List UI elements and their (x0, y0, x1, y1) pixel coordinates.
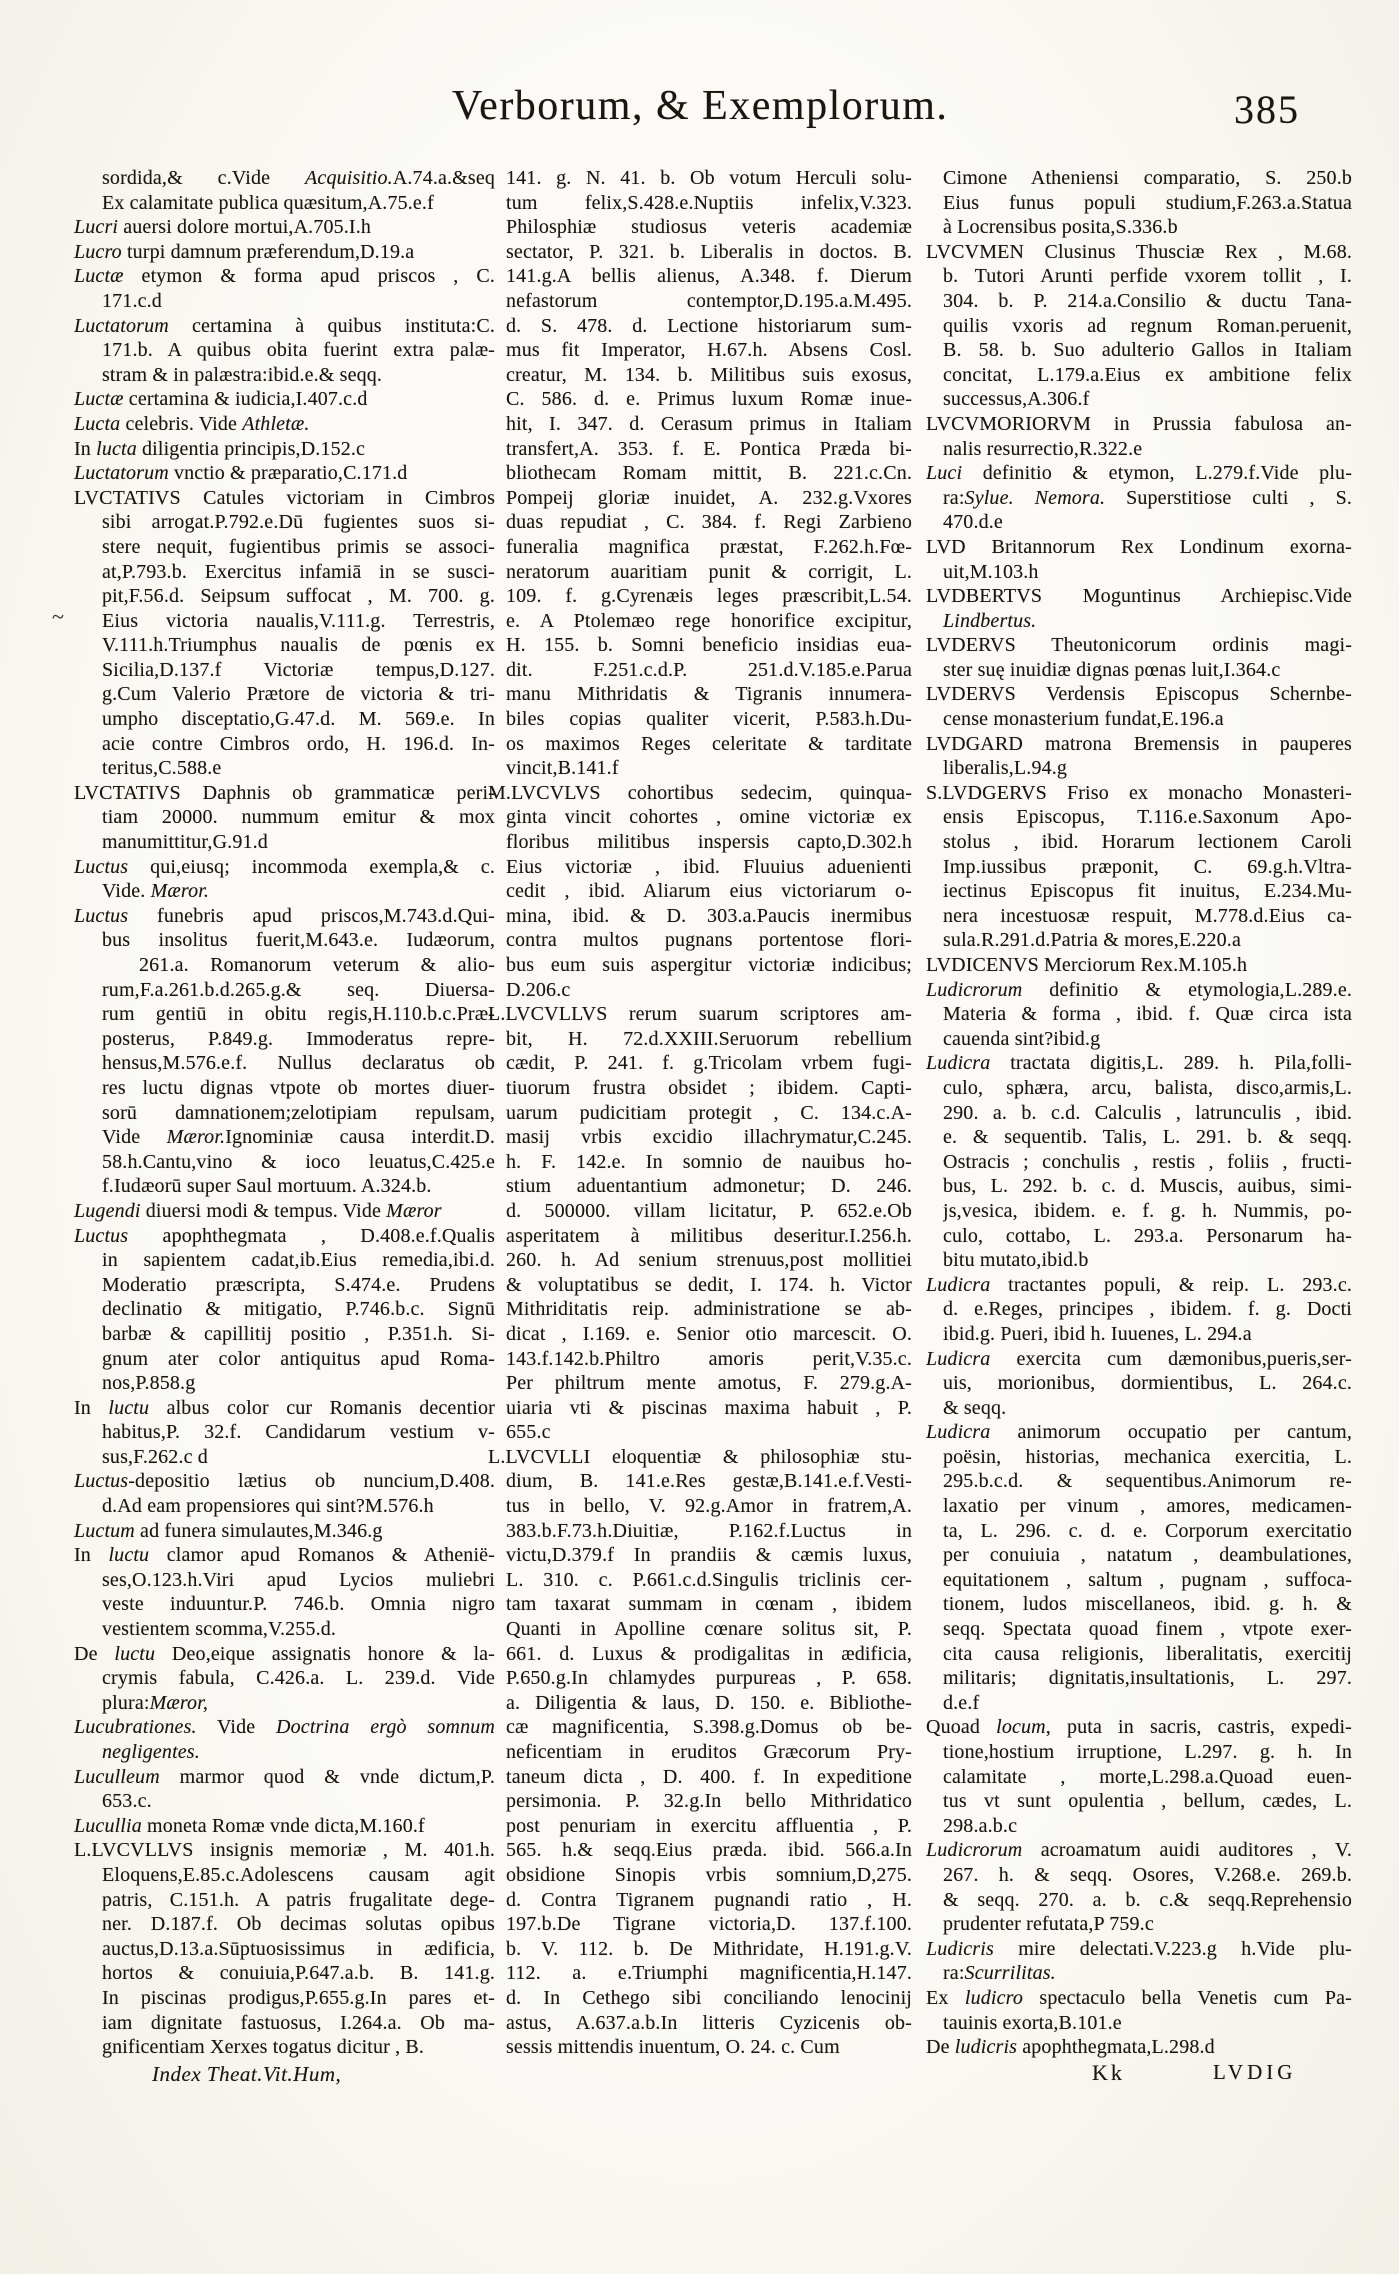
index-line: laxatio per vinum , amores, medicamen- (943, 1495, 1352, 1518)
index-line: post penuriam in exercitu affluentia , P. (506, 1814, 912, 1837)
index-line: 290. a. b. c.d. Calculis , latrunculis , ibid. (943, 1101, 1352, 1124)
index-line: Cimone Atheniensi comparatio, S. 250.b (943, 167, 1352, 189)
index-line: L.LVCVLLVS insignis memoriæ , M. 401.h. (74, 1839, 495, 1862)
index-line: victu,D.379.f In prandiis & cæmis luxus, (506, 1544, 912, 1567)
index-line: 171.b. A quibus obita fuerint extra palæ- (102, 339, 495, 362)
index-column-3 (926, 166, 1352, 2060)
index-line: rum,F.a.261.b.d.265.g.& seq. Diuersa- (102, 978, 495, 1001)
index-line: masij vrbis excidio illachrymatur,C.245. (506, 1126, 912, 1149)
index-line: sus,F.262.c d (102, 1445, 208, 1468)
index-line: astus, A.637.a.b.In litteris Cyzicenis ob- (506, 2011, 912, 2034)
index-line: D.206.c (506, 978, 571, 1001)
index-line: 141.g.A bellis alienus, A.348. f. Dierum (506, 265, 912, 288)
index-line: Luctatorum vnctio & præparatio,C.171.d (74, 462, 408, 485)
index-line: sordida,& c.Vide Acquisitio.A.74.a.&seq (102, 167, 495, 189)
index-line: bliothecam Romam mittit, B. 221.c.Cn. (506, 462, 912, 485)
index-line: cedit , ibid. Aliarum eius victoriarum o- (506, 880, 912, 903)
index-line: tus in bello, V. 92.g.Amor in fratrem,A. (506, 1495, 912, 1518)
index-line: d. Contra Tigranem pugnandi ratio , H. (506, 1888, 912, 1911)
index-line: barbæ & capillitij positio , P.351.h. Si- (102, 1322, 495, 1345)
quire-mark: Kk (1092, 2060, 1125, 2085)
index-line: os maximos Reges celeritate & tarditate (506, 732, 912, 755)
index-line: tionem, ludos miscellaneos, ibid. g. h. & (943, 1593, 1352, 1616)
index-line: dium, B. 141.e.Res gestæ,B.141.e.f.Vesti- (506, 1470, 912, 1493)
index-line: stolus , ibid. Horarum lectionem Caroli (943, 831, 1352, 854)
index-line: ensis Episcopus, T.116.e.Saxonum Apo- (943, 806, 1352, 829)
index-line: à Locrensibus posita,S.336.b (943, 216, 1178, 239)
index-line: LVD Britannorum Rex Londinum exorna- (926, 535, 1352, 558)
volume-signature: Index Theat.Vit.Hum, (152, 2062, 342, 2086)
index-line: auctus,D.13.a.Sūptuosissimus in ædificia, (102, 1937, 495, 1960)
index-line: vestientem scomma,V.255.d. (102, 1618, 337, 1641)
index-line: Eloquens,E.85.c.Adolescens causam agit (102, 1863, 495, 1886)
index-line: militaris; dignitatis,insultationis, L. 297. (943, 1667, 1352, 1690)
index-line: hit, I. 347. d. Cerasum primus in Italiam (506, 412, 912, 435)
index-line: sectator, P. 321. b. Liberalis in doctos. B. (506, 240, 912, 263)
index-line: LVDERVS Theutonicorum ordinis magi- (926, 634, 1352, 657)
index-line: ibid.g. Pueri, ibid h. Iuuenes, L. 294.a (943, 1322, 1252, 1345)
index-line: cita causa religionis, liberalitatis, exercitij (943, 1642, 1352, 1665)
index-line: ra:Sylue. Nemora. Superstitiose culti , S. (943, 486, 1352, 509)
index-line: cædit, P. 241. f. g.Tricolam vrbem fugi- (506, 1052, 912, 1075)
index-line: plura:Mæror, (102, 1691, 209, 1714)
index-line: creatur, M. 134. b. Militibus suis exosus, (506, 363, 912, 386)
index-line: Luctatorum certamina à quibus instituta:C. (74, 314, 495, 337)
index-line: ses,O.123.h.Viri apud Lycios muliebri (102, 1568, 495, 1591)
index-line: stium aduentantium admonetur; D. 246. (506, 1175, 912, 1198)
index-line: bus insolitus fuerit,M.643.e. Iudæorum, (102, 929, 495, 952)
index-line: uis, morionibus, dormientibus, L. 264.c. (943, 1372, 1352, 1395)
index-line: In piscinas prodigus,P.655.g.In pares et- (102, 1986, 495, 2009)
index-line: tus vt sunt opulentia , bellum, cædes, L. (943, 1790, 1352, 1813)
index-line: Quanti in Apolline cœnare solitus sit, P. (506, 1618, 912, 1641)
index-line: Lucro turpi damnum præferendum,D.19.a (74, 240, 415, 263)
index-line: b. Tutori Arunti perfide vxorem tollit , I. (943, 265, 1352, 288)
index-line: f.Iudæorū super Saul mortuum. A.324.b. (102, 1175, 432, 1198)
index-line: vincit,B.141.f (506, 757, 619, 780)
index-line: ra:Scurrilitas. (943, 1962, 1056, 1985)
index-line: b. V. 112. b. De Mithridate, H.191.g.V. (506, 1937, 912, 1960)
index-column-2 (488, 166, 912, 2060)
index-line: posterus, P.849.g. Immoderatus repre- (102, 1027, 495, 1050)
index-line: rum gentiū in obitu regis,H.110.b.c.Præ- (102, 1003, 495, 1026)
index-line: crymis fabula, C.426.a. L. 239.d. Vide (102, 1667, 495, 1690)
index-line: 295.b.c.d. & sequentibus.Animorum re- (943, 1470, 1352, 1493)
index-line: In luctu clamor apud Romanos & Athenië- (74, 1544, 495, 1567)
index-line: Ludicra animorum occupatio per cantum, (926, 1421, 1352, 1444)
index-line: S.LVDGERVS Friso ex monacho Monasteri- (926, 781, 1352, 804)
index-line: mina, ibid. & D. 303.a.Paucis inermibus (506, 904, 912, 927)
index-line: bitu mutato,ibid.b (943, 1249, 1089, 1272)
index-line: 470.d.e (943, 511, 1003, 534)
index-line: bit, H. 72.d.XXIII.Seruorum rebellium (506, 1027, 912, 1050)
catchword: LVDIG (1213, 2060, 1297, 2084)
index-line: LVDBERTVS Moguntinus Archiepisc.Vide (926, 585, 1352, 608)
index-line: 383.b.F.73.h.Diuitiæ, P.162.f.Luctus in (506, 1519, 912, 1542)
index-line: Luctus apophthegmata , D.408.e.f.Qualis (74, 1224, 495, 1247)
index-line: 143.f.142.b.Philtro amoris perit,V.35.c. (506, 1347, 912, 1370)
index-line: manu Mithridatis & Tigranis innumera- (506, 683, 912, 706)
index-line: LVDGARD matrona Bremensis in pauperes (926, 732, 1352, 755)
index-line: e. & sequentib. Talis, L. 291. b. & seqq. (943, 1126, 1352, 1149)
index-line: cæ magnificentia, S.398.g.Domus ob be- (506, 1716, 912, 1739)
index-line: negligentes. (102, 1741, 200, 1763)
index-line: g.Cum Valerio Prætore de victoria & tri- (102, 683, 495, 706)
index-line: L.LVCVLLVS rerum suarum scriptores am- (488, 1003, 912, 1026)
index-line: stere nequit, fugientibus primis se associ- (102, 535, 495, 558)
index-line: Luctus funebris apud priscos,M.743.d.Qui- (74, 904, 495, 927)
index-line: 565. h.& seqq.Eius præda. ibid. 566.a.In (506, 1839, 912, 1862)
index-line: acie contre Cimbros ordo, H. 196.d. In- (102, 732, 495, 755)
index-line: nefastorum contemptor,D.195.a.M.495. (506, 289, 912, 312)
index-line: gnum ater color antiquitus apud Roma- (102, 1347, 495, 1370)
margin-tilde-mark: ~ (52, 604, 64, 629)
index-line: Lindbertus. (943, 609, 1037, 632)
index-line: teritus,C.588.e (102, 757, 222, 780)
index-line: tauinis exorta,B.101.e (943, 2011, 1122, 2034)
index-line: poësin, historias, mechanica exercitia, L. (943, 1445, 1352, 1468)
index-line: concitat, L.179.a.Eius ex ambitione felix (943, 363, 1352, 386)
index-line: dit. F.251.c.d.P. 251.d.V.185.e.Parua (506, 658, 912, 681)
index-line: Quoad locum, puta in sacris, castris, expedi- (926, 1716, 1352, 1739)
index-line: LVCTATIVS Catules victoriam in Cimbros (74, 486, 495, 509)
index-line: dicat , I.169. e. Senior otio marcescit. O. (506, 1322, 912, 1345)
index-line: Luctum ad funera simulautes,M.346.g (74, 1519, 383, 1542)
index-line: In luctu albus color cur Romanis decentior (74, 1396, 495, 1419)
index-line: sessis mittendis inuentum, O. 24. c. Cum (506, 2036, 840, 2059)
index-line: P.650.g.In chlamydes purpureas , P. 658. (506, 1667, 912, 1690)
index-line: Ostracis ; conchulis , restis , foliis , fructi- (943, 1150, 1352, 1173)
index-line: Vide. Mæror. (102, 880, 210, 903)
index-line: Luctæ certamina & iudicia,I.407.c.d (74, 388, 368, 411)
index-line: 267. h. & seqq. Osores, V.268.e. 269.b. (943, 1863, 1352, 1886)
index-line: declinatio & mitigatio, P.746.b.c. Signū (102, 1298, 495, 1321)
index-line: Ex calamitate publica quæsitum,A.75.e.f (102, 191, 434, 214)
index-line: Ludicra tractantes populi, & reip. L. 293.c. (926, 1273, 1352, 1296)
index-line: uarum pudicitiam protegit , C. 134.c.A- (506, 1101, 912, 1124)
index-line: equitationem , saltum , pugnam , suffoca- (943, 1568, 1352, 1591)
index-line: hortos & conuiuia,P.647.a.b. B. 141.g. (102, 1962, 495, 1985)
index-line: seqq. Spectata quoad finem , vtpote exer- (943, 1618, 1352, 1641)
index-line: M.LVCVLVS cohortibus sedecim, quinqua- (488, 781, 912, 804)
index-line: 109. f. g.Cyrenæis leges præscribit,L.54. (506, 585, 912, 608)
index-line: ta, L. 296. c. d. e. Corporum exercitatio (943, 1519, 1352, 1542)
index-line: Ludicra tractata digitis,L. 289. h. Pila,folli- (926, 1052, 1352, 1075)
index-line: Ludicris mire delectati.V.223.g h.Vide plu- (926, 1937, 1352, 1960)
index-line: & seqq. (943, 1396, 1007, 1419)
index-line: successus,A.306.f (943, 388, 1090, 411)
index-line: Lucri auersi dolore mortui,A.705.I.h (74, 216, 372, 239)
index-line: at,P.793.b. Exercitus infamiā in se susci- (102, 560, 495, 583)
index-line: 141. g. N. 41. b. Ob votum Herculi solu- (506, 167, 912, 189)
index-line: Luci definitio & etymon, L.279.f.Vide plu- (926, 462, 1352, 485)
index-line: cense monasterium fundat,E.196.a (943, 708, 1224, 731)
index-line: nalis resurrectio,R.322.e (943, 437, 1143, 460)
index-line: Sicilia,D.137.f Victoriæ tempus,D.127. (102, 658, 495, 681)
index-line: uit,M.103.h (943, 560, 1039, 583)
index-line: L. 310. c. P.661.c.d.Singulis triclinis cer- (506, 1568, 912, 1591)
index-line: De ludicris apophthegmata,L.298.d (926, 2036, 1215, 2059)
index-line: 112. a. e.Triumphi magnificentia,H.147. (506, 1962, 912, 1985)
index-line: transfert,A. 353. f. E. Pontica Præda bi- (506, 437, 912, 460)
index-line: neficentiam in eruditos Græcorum Pry- (506, 1741, 912, 1763)
index-line: V.111.h.Triumphus naualis de pœnis ex (102, 634, 495, 657)
index-line: Ludicra exercita cum dæmonibus,pueris,ser- (926, 1347, 1352, 1370)
index-line: LVCVMORIORVM in Prussia fabulosa an- (926, 412, 1352, 435)
index-line: stram & in palæstra:ibid.e.& seqq. (102, 363, 383, 386)
index-line: Moderatio præscripta, S.474.e. Prudens (102, 1273, 495, 1296)
index-line: d.Ad eam propensiores qui sint?M.576.h (102, 1495, 434, 1518)
index-line: hensus,M.576.e.f. Nullus declaratus ob (102, 1052, 495, 1075)
index-line: contra multos pugnans portentose flori- (506, 929, 912, 952)
index-line: tam taxarat summam in cœnam , ibidem (506, 1593, 912, 1616)
index-line: d. S. 478. d. Lectione historiarum sum- (506, 314, 912, 337)
index-line: 655.c (506, 1421, 551, 1444)
index-line: Pompeij gloriæ inuidet, A. 232.g.Vxores (506, 486, 912, 509)
index-line: biles copias qualiter vicerit, P.583.h.Du- (506, 708, 912, 731)
index-line: obsidione Sinopis vrbis somnium,D,275. (506, 1863, 912, 1886)
index-line: bus eum suis aspergitur victoriæ indicibus; (506, 954, 912, 976)
index-line: 298.a.b.c (943, 1814, 1018, 1837)
index-line: d. e.Reges, principes , ibidem. f. g. Docti (943, 1298, 1352, 1321)
index-line: culo, cottabo, L. 293.a. Personarum ha- (943, 1224, 1352, 1247)
index-line: Eius victoria naualis,V.111.g. Terrestris, (102, 609, 495, 632)
index-line: 261.a. Romanorum veterum & alio- (139, 954, 495, 976)
index-line: floribus militibus inspersis capto,D.302.h (506, 831, 912, 854)
index-line: gnificentiam Xerxes togatus dicitur , B. (102, 2036, 425, 2059)
index-line: res luctu dignas vtpote ob mortes diuer- (102, 1076, 495, 1099)
index-line: per conuiuia , natatum , deambulationes, (943, 1544, 1352, 1567)
index-line: manumittitur,G.91.d (102, 831, 268, 854)
index-line: 661. d. Luxus & prodigalitas in ædificia, (506, 1642, 912, 1665)
index-line: LVCTATIVS Daphnis ob grammaticæ peri- (74, 781, 495, 804)
index-line: L.LVCVLLI eloquentiæ & philosophiæ stu- (488, 1445, 912, 1468)
index-line: LVDERVS Verdensis Episcopus Schernbe- (926, 683, 1352, 706)
index-line: ginta vincit cohortes , omine victoriæ ex (506, 806, 912, 829)
index-line: 171.c.d (102, 289, 162, 312)
index-line: In lucta diligentia principis,D.152.c (74, 437, 366, 460)
index-line: neratorum auaritiam punit & corrigit, L. (506, 560, 912, 583)
index-line: Lucullia moneta Romæ vnde dicta,M.160.f (74, 1814, 425, 1837)
index-line: Materia & forma , ibid. f. Quæ circa ista (943, 1003, 1352, 1026)
index-line: Luculleum marmor quod & vnde dictum,P. (74, 1765, 495, 1788)
index-line: quilis vxoris ad regnum Roman.peruenit, (943, 314, 1352, 337)
index-line: cauenda sint?ibid.g (943, 1027, 1101, 1050)
index-line: funeralia magnifica præstat, F.262.h.Fœ- (506, 535, 912, 558)
index-line: Mithriditatis reip. administratione se ab- (506, 1298, 912, 1321)
index-line: sibi arrogat.P.792.e.Dū fugientes suos si- (102, 511, 495, 534)
index-line: LVDICENVS Merciorum Rex.M.105.h (926, 954, 1248, 976)
index-line: Eius victoriæ , ibid. Fluuius aduenienti (506, 855, 912, 878)
index-line: a. Diligentia & laus, D. 150. e. Bibliothe- (506, 1691, 912, 1714)
index-line: Lugendi diuersi modi & tempus. Vide Mæror (74, 1199, 442, 1222)
index-line: C. 586. d. e. Primus luxum Romæ inue- (506, 388, 912, 411)
index-line: Lucubrationes. Vide Doctrina ergò somnum (74, 1716, 495, 1739)
index-line: B. 58. b. Suo adulterio Gallos in Italiam (943, 339, 1352, 362)
index-line: 653.c. (102, 1790, 152, 1813)
index-line: uiaria vti & piscinas maxima habuit , P. (506, 1396, 912, 1419)
index-line: Luctus-depositio lætius ob nuncium,D.408. (74, 1470, 495, 1493)
index-line: bus, L. 292. b. c. d. Muscis, auibus, simi- (943, 1175, 1352, 1198)
index-line: sorū damnationem;zelotipiam repulsam, (102, 1101, 495, 1124)
index-line: Vide Mæror.Ignominiæ causa interdit.D. (102, 1126, 495, 1149)
index-line: veste induuntur.P. 746.b. Omnia nigro (102, 1593, 495, 1616)
index-line: Lucta celebris. Vide Athletæ. (74, 412, 310, 435)
index-line: 304. b. P. 214.a.Consilio & ductu Tana- (943, 289, 1352, 312)
index-line: iam dignitate fastuosus, I.264.a. Ob ma- (102, 2011, 495, 2034)
index-line: taneum dicta , D. 400. f. In expeditione (506, 1765, 912, 1788)
index-line: h. F. 142.e. In somnio de nauibus ho- (506, 1150, 912, 1173)
index-line: tum felix,S.428.e.Nuptiis infelix,V.323. (506, 191, 912, 214)
index-line: Ex ludicro spectaculo bella Venetis cum Pa- (926, 1986, 1352, 2009)
index-line: habitus,P. 32.f. Candidarum vestium v- (102, 1421, 495, 1444)
index-line: ner. D.187.f. Ob decimas solutas opibus (102, 1913, 495, 1936)
index-line: Luctus qui,eiusq; incommoda exempla,& c. (74, 855, 495, 878)
index-line: sula.R.291.d.Patria & mores,E.220.a (943, 929, 1241, 952)
index-line: Ludicrorum acroamatum auidi auditores , V. (926, 1839, 1352, 1862)
index-line: & voluptatibus se dedit, I. 174. h. Victor (506, 1273, 912, 1296)
index-line: mus fit Imperator, H.67.h. Absens Cosl. (506, 339, 912, 362)
index-line: H. 155. b. Somni beneficio insidias eua- (506, 634, 912, 657)
index-line: calamitate , morte,L.298.a.Quoad euen- (943, 1765, 1352, 1788)
index-line: De luctu Deo,eique assignatis honore & la- (74, 1642, 495, 1665)
index-column-1 (74, 166, 495, 2060)
index-line: duas repudiat , C. 384. f. Regi Zarbieno (506, 511, 912, 534)
index-line: culo, sphæra, arcu, balista, disco,armis,L. (943, 1076, 1352, 1099)
index-line: Philosphiæ studiosus veteris academiæ (506, 216, 912, 239)
index-line: iectinus Episcopus fit inuitus, E.234.Mu- (943, 880, 1352, 903)
index-line: Ludicrorum definitio & etymologia,L.289.e. (926, 978, 1352, 1001)
index-line: umpho disceptatio,G.47.d. M. 569.e. In (102, 708, 495, 731)
index-line: ster suę inuidiæ dignas pœnas luit,I.364.c (943, 658, 1281, 681)
index-line: pit,F.56.d. Seipsum suffocat , M. 700. g. (102, 585, 495, 608)
index-line: 197.b.De Tigrane victoria,D. 137.f.100. (506, 1913, 912, 1936)
index-line: d.e.f (943, 1691, 980, 1714)
index-line: e. A Ptolemæo rege honorifice excipitur, (506, 609, 912, 632)
index-line: d. In Cethego sibi conciliando lenocinij (506, 1986, 912, 2009)
index-line: asperitatem à militibus deseritur.I.256.h. (506, 1224, 912, 1247)
page-number: 385 (1234, 87, 1300, 132)
index-line: d. 500000. villam licitatur, P. 652.e.Ob (506, 1199, 912, 1222)
index-line: 58.h.Cantu,vino & ioco leuatus,C.425.e (102, 1150, 495, 1173)
index-line: Per philtrum mente amotus, F. 279.g.A- (506, 1372, 912, 1395)
index-line: Imp.iussibus præponit, C. 69.g.h.Vltra- (943, 855, 1352, 878)
index-line: tiam 20000. nummum emitur & mox (102, 806, 495, 829)
index-line: tiuorum frustra obsidet ; ibidem. Capti- (506, 1076, 912, 1099)
index-line: LVCVMEN Clusinus Thusciæ Rex , M.68. (926, 240, 1352, 263)
index-line: tione,hostium irruptione, L.297. g. h. In (943, 1741, 1352, 1763)
index-line: in sapientem cadat,ib.Eius remedia,ibi.d. (102, 1249, 495, 1272)
index-line: persimonia. P. 32.g.In bello Mithridatico (506, 1790, 912, 1813)
index-line: & seqq. 270. a. b. c.& seqq.Reprehensio (943, 1888, 1352, 1911)
index-line: Luctæ etymon & forma apud priscos , C. (74, 265, 495, 288)
index-line: patris, C.151.h. A patris frugalitate dege- (102, 1888, 495, 1911)
page-title: Verborum, & Exemplorum. (452, 83, 949, 129)
index-line: prudenter refutata,P 759.c (943, 1913, 1154, 1936)
index-line: js,vesica, ibidem. e. f. g. h. Nummis, po- (943, 1199, 1352, 1222)
index-line: Eius funus populi studium,F.263.a.Statua (943, 191, 1352, 214)
index-line: nos,P.858.g (102, 1372, 196, 1395)
index-line: 260. h. Ad senium strenuus,post mollitiei (506, 1249, 912, 1272)
index-line: nera incestuosæ respuit, M.778.d.Eius ca- (943, 904, 1352, 927)
index-line: liberalis,L.94.g (943, 757, 1068, 780)
